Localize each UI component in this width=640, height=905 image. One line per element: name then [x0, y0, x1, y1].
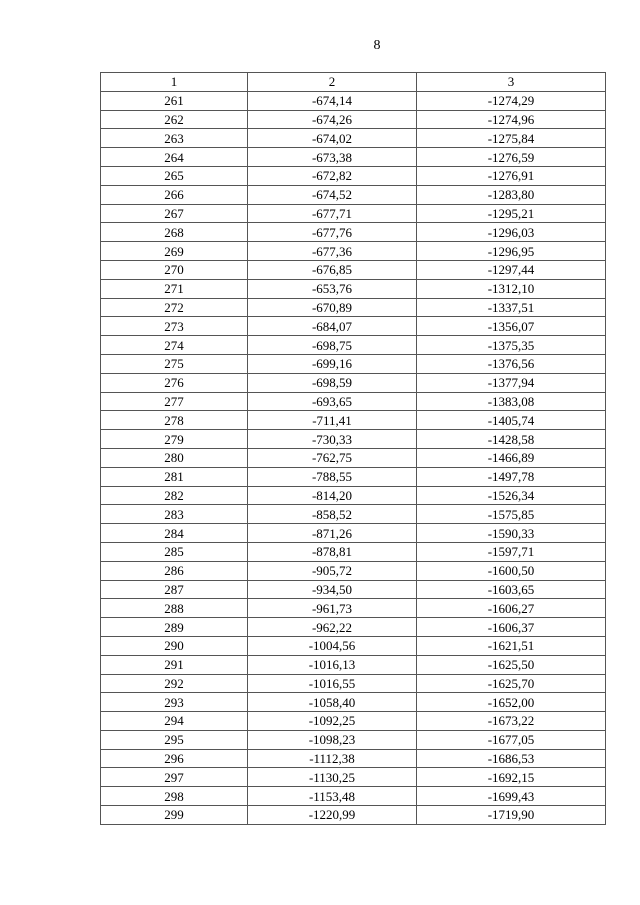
table-cell: 263 — [101, 129, 248, 148]
table-row — [101, 260, 606, 279]
table-cell: 280 — [101, 448, 248, 467]
table-cell: -1295,21 — [417, 204, 606, 223]
table-cell: 296 — [101, 749, 248, 768]
table-row — [101, 486, 606, 505]
table-cell: -1606,37 — [417, 618, 606, 637]
table-row — [101, 185, 606, 204]
table-cell: -674,52 — [248, 185, 417, 204]
table-row — [101, 712, 606, 731]
table-row — [101, 223, 606, 242]
table-cell: -711,41 — [248, 411, 417, 430]
table-cell: -1356,07 — [417, 317, 606, 336]
table-row — [101, 674, 606, 693]
table-cell: 274 — [101, 336, 248, 355]
table-cell: -674,14 — [248, 91, 417, 110]
table-cell: -1497,78 — [417, 467, 606, 486]
table-cell: 284 — [101, 524, 248, 543]
table-cell: 287 — [101, 580, 248, 599]
table-cell: -1275,84 — [417, 129, 606, 148]
table-cell: 279 — [101, 430, 248, 449]
table-row — [101, 204, 606, 223]
table-cell: 294 — [101, 712, 248, 731]
table-row — [101, 768, 606, 787]
table-cell: 262 — [101, 110, 248, 129]
table-cell: -1274,29 — [417, 91, 606, 110]
table-row — [101, 110, 606, 129]
table-row — [101, 298, 606, 317]
table-cell: 269 — [101, 242, 248, 261]
table-row — [101, 505, 606, 524]
header-cell: 1 — [101, 73, 248, 92]
table-cell: -670,89 — [248, 298, 417, 317]
table-cell: -699,16 — [248, 354, 417, 373]
table-cell: -1004,56 — [248, 636, 417, 655]
table-cell: 291 — [101, 655, 248, 674]
table-cell: -1699,43 — [417, 787, 606, 806]
table-cell: -677,76 — [248, 223, 417, 242]
table-cell: -1283,80 — [417, 185, 606, 204]
table-row — [101, 693, 606, 712]
table-row — [101, 636, 606, 655]
table-cell: -1686,53 — [417, 749, 606, 768]
table-header — [101, 73, 606, 92]
table-cell: 297 — [101, 768, 248, 787]
table-cell: -1092,25 — [248, 712, 417, 731]
table-cell: -1383,08 — [417, 392, 606, 411]
table-header-row — [101, 73, 606, 92]
table-cell: 270 — [101, 260, 248, 279]
table-cell: -1625,70 — [417, 674, 606, 693]
table-cell: 268 — [101, 223, 248, 242]
table-cell: -1719,90 — [417, 806, 606, 825]
header-cell: 3 — [417, 73, 606, 92]
table-cell: -1016,55 — [248, 674, 417, 693]
table-row — [101, 448, 606, 467]
table-cell: -871,26 — [248, 524, 417, 543]
table-row — [101, 561, 606, 580]
table-cell: 261 — [101, 91, 248, 110]
table-cell: -1296,03 — [417, 223, 606, 242]
table-cell: 276 — [101, 373, 248, 392]
table-cell: -1276,59 — [417, 148, 606, 167]
table-row — [101, 430, 606, 449]
table-cell: -1428,58 — [417, 430, 606, 449]
table-cell: 293 — [101, 693, 248, 712]
table-row — [101, 542, 606, 561]
table-cell: -1597,71 — [417, 542, 606, 561]
header-cell: 2 — [248, 73, 417, 92]
table-cell: -1130,25 — [248, 768, 417, 787]
table-cell: -1625,50 — [417, 655, 606, 674]
table-cell: -693,65 — [248, 392, 417, 411]
page-number: 8 — [373, 38, 381, 53]
table-row — [101, 749, 606, 768]
table-cell: -1376,56 — [417, 354, 606, 373]
table-cell: 298 — [101, 787, 248, 806]
table-row — [101, 242, 606, 261]
table-cell: -878,81 — [248, 542, 417, 561]
table-cell: -1297,44 — [417, 260, 606, 279]
table-cell: -1274,96 — [417, 110, 606, 129]
table-cell: 266 — [101, 185, 248, 204]
table-cell: -934,50 — [248, 580, 417, 599]
table-body — [101, 91, 606, 824]
table-row — [101, 618, 606, 637]
table-cell: 281 — [101, 467, 248, 486]
table-cell: -905,72 — [248, 561, 417, 580]
table-cell: 273 — [101, 317, 248, 336]
table-cell: -1526,34 — [417, 486, 606, 505]
table-cell: -674,26 — [248, 110, 417, 129]
table-row — [101, 806, 606, 825]
table-cell: -1575,85 — [417, 505, 606, 524]
table-row — [101, 336, 606, 355]
table-cell: -961,73 — [248, 599, 417, 618]
table-cell: -653,76 — [248, 279, 417, 298]
table-cell: -1112,38 — [248, 749, 417, 768]
table-cell: -1016,13 — [248, 655, 417, 674]
table-cell: -1377,94 — [417, 373, 606, 392]
table-cell: -677,71 — [248, 204, 417, 223]
table-cell: 283 — [101, 505, 248, 524]
table-row — [101, 354, 606, 373]
table-row — [101, 787, 606, 806]
table-row — [101, 524, 606, 543]
table-cell: -730,33 — [248, 430, 417, 449]
table-cell: -962,22 — [248, 618, 417, 637]
table-row — [101, 129, 606, 148]
table-cell: -1337,51 — [417, 298, 606, 317]
table-cell: -1652,00 — [417, 693, 606, 712]
table-row — [101, 317, 606, 336]
table-cell: -1405,74 — [417, 411, 606, 430]
table-cell: 299 — [101, 806, 248, 825]
table-cell: -672,82 — [248, 166, 417, 185]
table-row — [101, 148, 606, 167]
table-row — [101, 467, 606, 486]
table-cell: 277 — [101, 392, 248, 411]
table-cell: -677,36 — [248, 242, 417, 261]
table-cell: 278 — [101, 411, 248, 430]
table-cell: 275 — [101, 354, 248, 373]
table-row — [101, 373, 606, 392]
table-cell: 289 — [101, 618, 248, 637]
table-cell: -1058,40 — [248, 693, 417, 712]
table-cell: -1603,65 — [417, 580, 606, 599]
table-cell: -762,75 — [248, 448, 417, 467]
table-cell: 290 — [101, 636, 248, 655]
table-row — [101, 580, 606, 599]
table-cell: 282 — [101, 486, 248, 505]
table-cell: 285 — [101, 542, 248, 561]
table-cell: -1692,15 — [417, 768, 606, 787]
table-cell: -698,59 — [248, 373, 417, 392]
table-cell: -788,55 — [248, 467, 417, 486]
table-row — [101, 411, 606, 430]
table-cell: 264 — [101, 148, 248, 167]
table-cell: -1276,91 — [417, 166, 606, 185]
table-cell: -1466,89 — [417, 448, 606, 467]
table-cell: -1312,10 — [417, 279, 606, 298]
table-cell: -1677,05 — [417, 730, 606, 749]
table-row — [101, 166, 606, 185]
table-cell: -698,75 — [248, 336, 417, 355]
table-row — [101, 91, 606, 110]
table-row — [101, 599, 606, 618]
table-cell: 267 — [101, 204, 248, 223]
table-cell: -1375,35 — [417, 336, 606, 355]
table-cell: -858,52 — [248, 505, 417, 524]
table-cell: -1296,95 — [417, 242, 606, 261]
table-cell: 292 — [101, 674, 248, 693]
table-cell: 271 — [101, 279, 248, 298]
table-row — [101, 730, 606, 749]
table-cell: 295 — [101, 730, 248, 749]
table-cell: -1673,22 — [417, 712, 606, 731]
table-row — [101, 655, 606, 674]
table-cell: -814,20 — [248, 486, 417, 505]
table-cell: 272 — [101, 298, 248, 317]
table-cell: 288 — [101, 599, 248, 618]
table-cell: -674,02 — [248, 129, 417, 148]
table-cell: -684,07 — [248, 317, 417, 336]
table-cell: -1606,27 — [417, 599, 606, 618]
table-cell: -673,38 — [248, 148, 417, 167]
table-row — [101, 279, 606, 298]
table-cell: 265 — [101, 166, 248, 185]
table-cell: -1590,33 — [417, 524, 606, 543]
table-cell: -1621,51 — [417, 636, 606, 655]
data-table — [100, 72, 606, 825]
table-cell: -1600,50 — [417, 561, 606, 580]
table-cell: -1098,23 — [248, 730, 417, 749]
table-cell: -676,85 — [248, 260, 417, 279]
table-row — [101, 392, 606, 411]
table-cell: -1153,48 — [248, 787, 417, 806]
table-cell: 286 — [101, 561, 248, 580]
table-cell: -1220,99 — [248, 806, 417, 825]
